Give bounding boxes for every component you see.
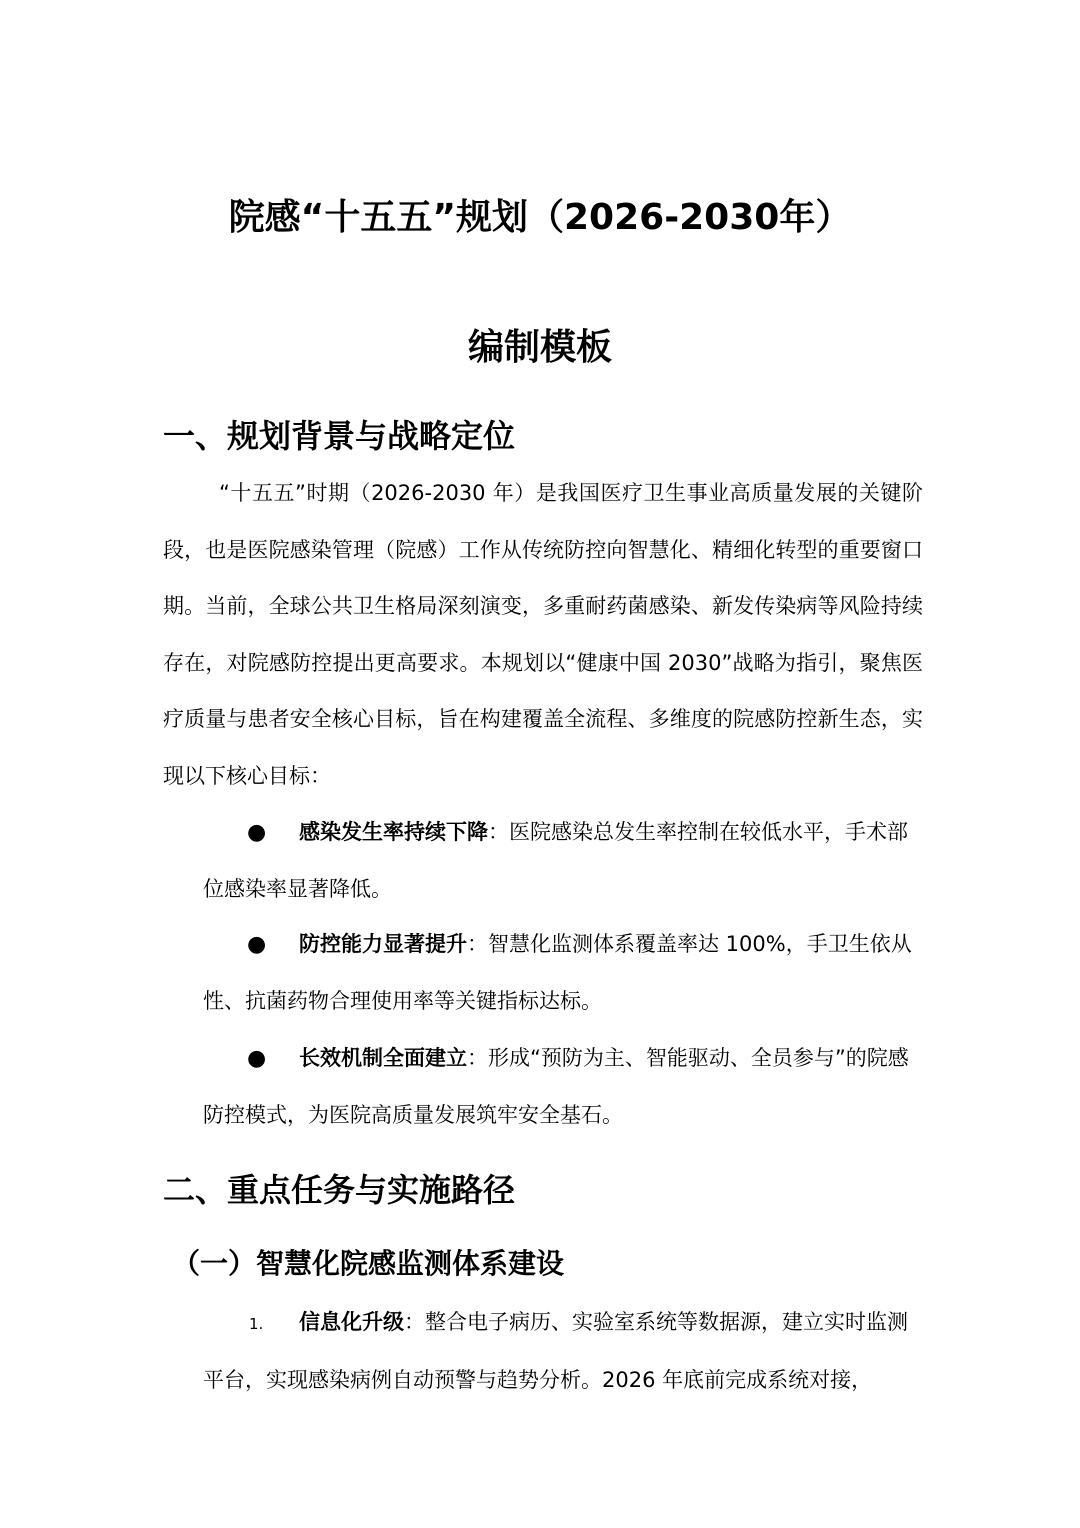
section-heading-tasks: 二、重点任务与实施路径: [163, 1171, 516, 1209]
goal-label: 感染发生率持续下降: [299, 820, 488, 844]
list-number: 1.: [249, 1315, 264, 1333]
task-label: 信息化升级: [299, 1310, 404, 1334]
goal-item: [203, 916, 923, 1029]
document-title: 院感“十五五”规划（2026-2030年）: [228, 197, 852, 238]
task-item: [203, 1294, 923, 1408]
subsection-heading-monitoring: （一）智慧化院感监测体系建设: [172, 1247, 565, 1280]
background-paragraph: “十五五”时期（2026-2030 年）是我国医疗卫生事业高质量发展的关键阶段，也是医院感染管理（院感）工作从传统防控向智慧化、精细化转型的重要窗口期。当前，全球公共卫生格局深刻演变，多重耐药菌感染、新发传染病等风险持续存在，对院感防控提出更高要求。本规划以“健康中国 2030”战略为指引，聚焦医疗质量与患者安全核心目标，旨在构建覆盖全流程、多维度的院感防控新生态，实现以下核心目标：: [163, 481, 923, 788]
goal-label: 防控能力显著提升: [299, 932, 467, 956]
bullet-icon: ●: [247, 932, 267, 957]
goal-text: ：智慧化监测体系覆盖率达 100%，手卫生依从性、抗菌药物合理使用率等关键指标达标。: [203, 932, 912, 1013]
section-heading-background: 一、规划背景与战略定位: [163, 417, 516, 455]
bullet-icon: ●: [247, 1046, 267, 1071]
bullet-icon: ●: [247, 820, 267, 845]
goal-item: [203, 1030, 923, 1143]
goal-label: 长效机制全面建立: [299, 1046, 467, 1070]
goal-text: ：医院感染总发生率控制在较低水平，手术部位感染率显著降低。: [203, 820, 908, 901]
task-text: ：整合电子病历、实验室系统等数据源，建立实时监测平台，实现感染病例自动预警与趋势分析。2026 年底前完成系统对接，: [203, 1310, 908, 1392]
goal-text: ：形成“预防为主、智能驱动、全员参与”的院感防控模式，为医院高质量发展筑牢安全基石。: [203, 1046, 909, 1127]
goal-item: [203, 804, 923, 917]
document-subtitle: 编制模板: [467, 327, 612, 368]
